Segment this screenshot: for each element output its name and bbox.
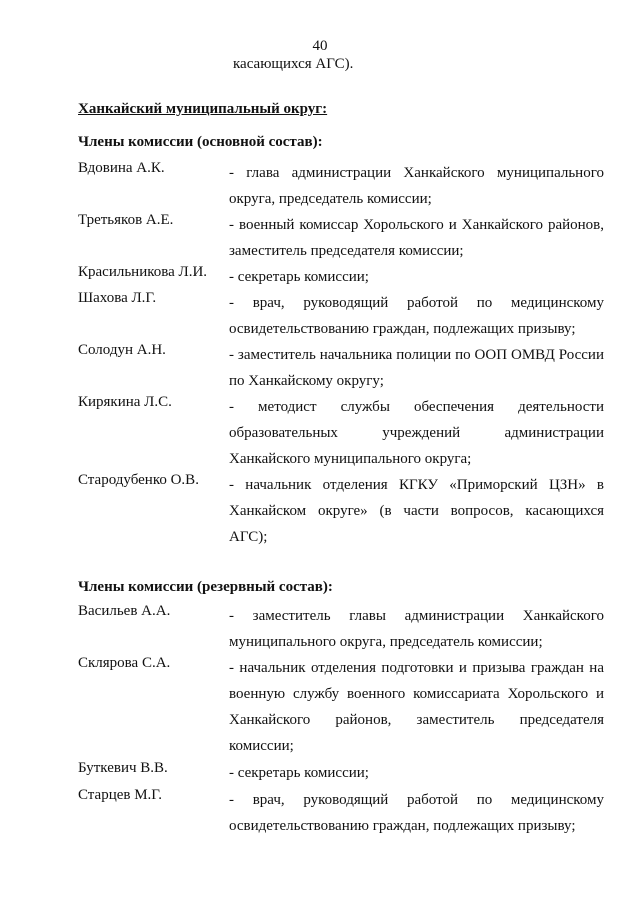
member-role: - секретарь комиссии; — [229, 269, 369, 285]
member-role: - начальник отделения КГКУ «Приморский ЦЗН» в Ханкайском округе» (в части вопросов, касающихся АГС); — [229, 477, 604, 545]
member-name: Стародубенко О.В. — [78, 472, 199, 488]
member-role: - заместитель начальника полиции по ООП ОМВД России по Ханкайскому округу; — [229, 347, 604, 389]
member-role: - глава администрации Ханкайского муниципального округа, председатель комиссии; — [229, 165, 604, 207]
member-role: - секретарь комиссии; — [229, 765, 369, 781]
district-heading: Ханкайский муниципальный округ: — [78, 101, 328, 117]
member-name: Склярова С.А. — [78, 655, 171, 671]
member-role: - врач, руководящий работой по медицинскому освидетельствованию граждан, подлежащих призыву; — [229, 792, 604, 834]
continuation-text: касающихся АГС). — [233, 56, 354, 72]
member-name: Солодун А.Н. — [78, 342, 166, 358]
member-role: - военный комиссар Хорольского и Ханкайского районов, заместитель председателя комиссии; — [229, 217, 604, 259]
member-name: Третьяков А.Е. — [78, 212, 174, 228]
page-number: 40 — [312, 38, 328, 54]
member-name: Красильникова Л.И. — [78, 264, 208, 280]
member-name: Кирякина Л.С. — [78, 394, 172, 410]
member-role: - заместитель главы администрации Ханкайского муниципального округа, председатель комиссии; — [229, 608, 604, 650]
member-role: - методист службы обеспечения деятельности образовательных учреждений администрации Ханкайского муниципального округа; — [229, 399, 604, 467]
member-name: Старцев М.Г. — [78, 787, 163, 803]
reserve-section-heading: Члены комиссии (резервный состав): — [78, 579, 333, 595]
member-name: Вдовина А.К. — [78, 160, 165, 176]
member-name: Шахова Л.Г. — [78, 290, 157, 306]
member-role: - начальник отделения подготовки и призыва граждан на военную службу военного комиссариата Хорольского и Ханкайского районов, заместитель председателя комиссии; — [229, 660, 604, 754]
member-name: Васильев А.А. — [78, 603, 171, 619]
member-name: Буткевич В.В. — [78, 760, 168, 776]
member-role: - врач, руководящий работой по медицинскому освидетельствованию граждан, подлежащих призыву; — [229, 295, 604, 337]
main-section-heading: Члены комиссии (основной состав): — [78, 134, 323, 150]
